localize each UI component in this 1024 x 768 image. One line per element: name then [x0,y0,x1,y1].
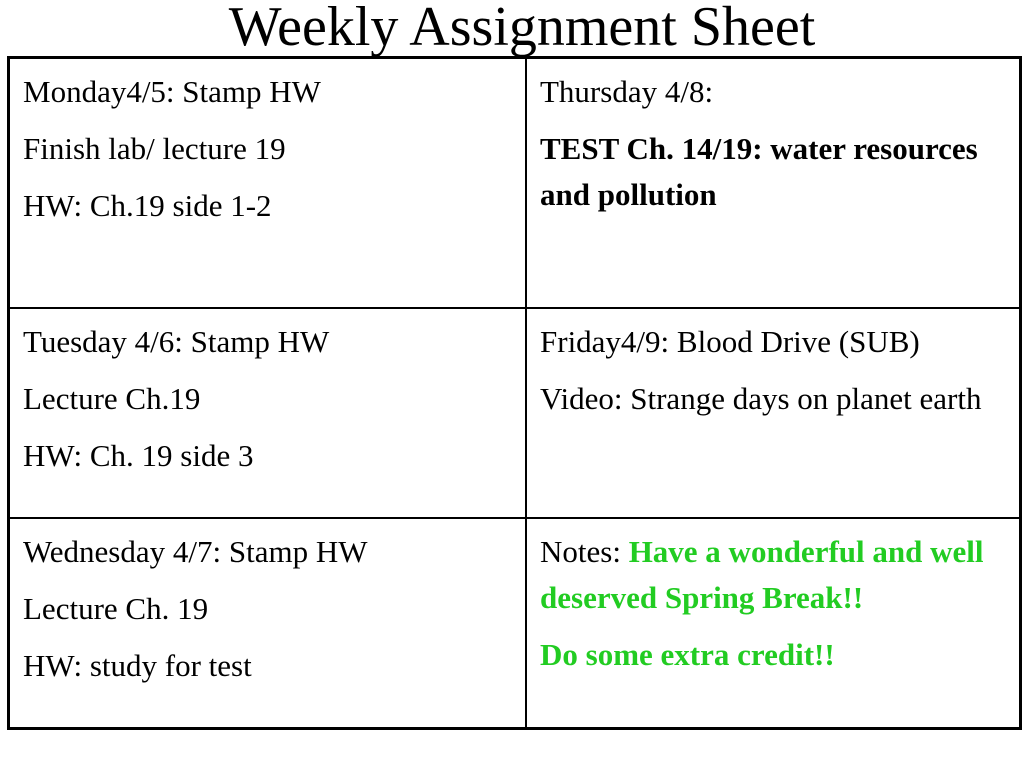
table-row [9,518,1021,728]
assignment-table [7,56,1022,730]
tuesday-heading: Tuesday 4/6: Stamp HW [23,323,330,359]
tuesday-line-2: HW: Ch. 19 side 3 [23,437,254,473]
wednesday-line-1: Lecture Ch. 19 [23,591,209,627]
monday-heading: Monday4/5: Stamp HW [23,74,321,109]
tuesday-line-1: Lecture Ch.19 [23,380,201,416]
notes-extra-credit: Do some extra credit!! [540,637,835,673]
notes-message: Have a wonderful and well deserved Spring Break!! [540,534,984,616]
table-row [9,58,1021,308]
wednesday-heading: Wednesday 4/7: Stamp HW [23,534,368,570]
wednesday-line-2: HW: study for test [23,648,252,684]
friday-cell [526,308,1021,518]
thursday-test-line: TEST Ch. 14/19: water resources and pollution [540,131,978,212]
notes-cell [526,518,1021,728]
friday-heading: Friday4/9: Blood Drive (SUB) [540,323,920,359]
friday-line-1: Video: Strange days on planet earth [540,380,982,416]
notes-label: Notes: [540,534,629,570]
thursday-cell [526,58,1021,308]
tuesday-cell [9,308,527,518]
monday-line-2: HW: Ch.19 side 1-2 [23,188,272,223]
notes-line [540,529,1009,621]
wednesday-cell [9,518,527,728]
monday-line-1: Finish lab/ lecture 19 [23,131,286,166]
table-row [9,308,1021,518]
thursday-heading: Thursday 4/8: [540,74,714,109]
monday-cell [9,58,527,308]
page-title: Weekly Assignment Sheet [228,0,816,58]
